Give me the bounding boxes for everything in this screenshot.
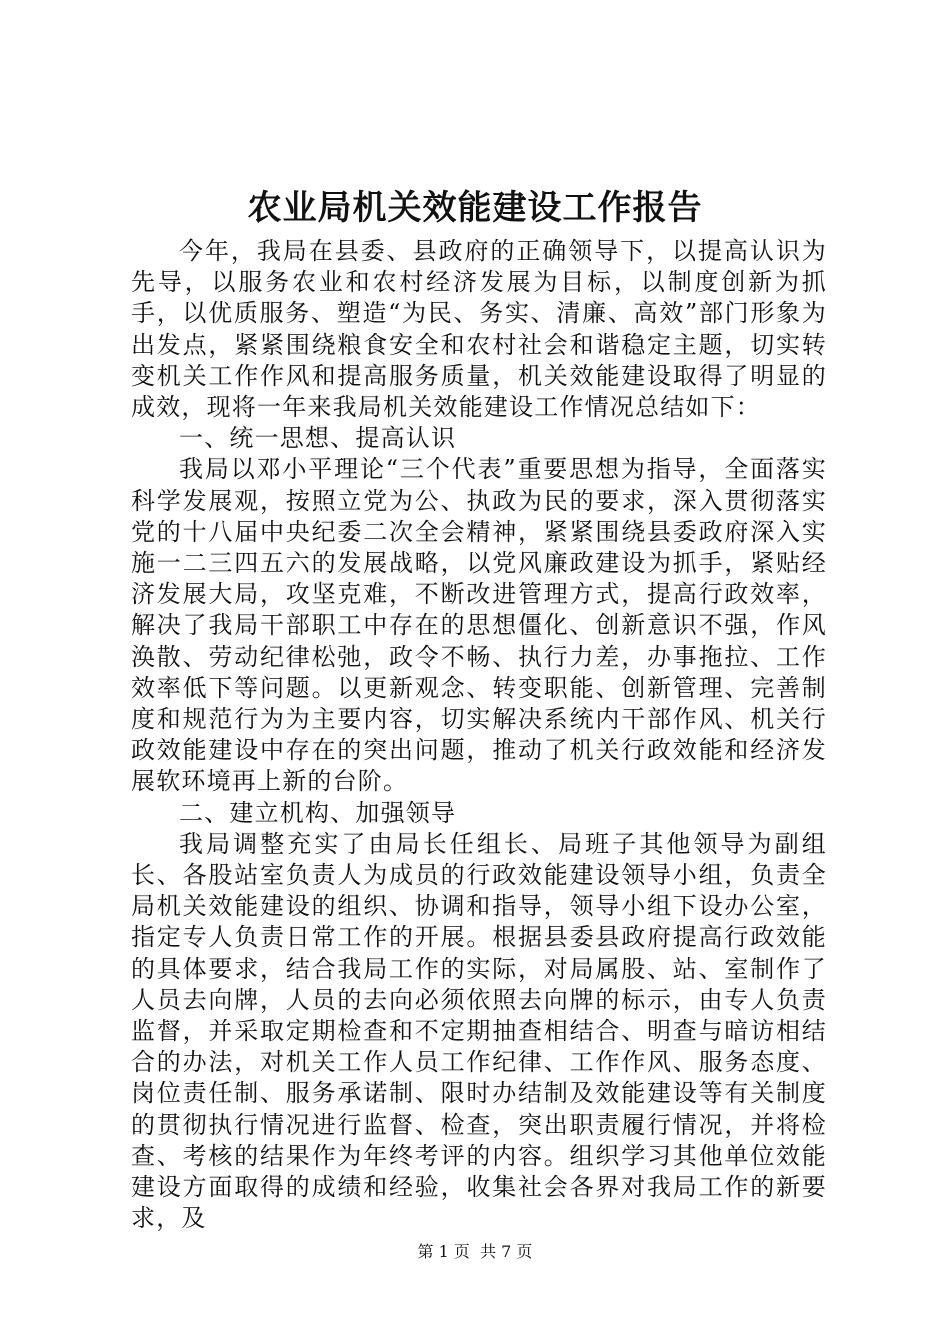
page-number: 第 1 页 共 7 页: [417, 1242, 533, 1261]
intro-paragraph: 今年，我局在县委、县政府的正确领导下，以提高认识为先导，以服务农业和农村经济发展为目标，以制度创新为抓手，以优质服务、塑造“为民、务实、清廉、高效”部门形象为出发点，紧紧围绕粮食安全和农村社会和谐稳定主题，切实转变机关工作作风和提高服务质量，机关效能建设取得了明显的成效，现将一年来我局机关效能建设工作情况总结如下：: [131, 237, 827, 422]
document-body: [131, 236, 827, 1235]
document-title: 农业局机关效能建设工作报告: [247, 188, 703, 228]
section-paragraph-2: 我局调整充实了由局长任组长、局班子其他领导为副组长、各股站室负责人为成员的行政效能建设领导小组，负责全局机关效能建设的组织、协调和指导，领导小组下设办公室，指定专人负责日常工作的开展。根据县委县政府提高行政效能的具体要求，结合我局工作的实际，对局属股、站、室制作了人员去向牌，人员的去向必须依照去向牌的标示，由专人负责监督，并采取定期检查和不定期抽查相结合、明查与暗访相结合的办法，对机关工作人员工作纪律、工作作风、服务态度、岗位责任制、服务承诺制、限时办结制及效能建设等有关制度的贯彻执行情况进行监督、检查，突出职责履行情况，并将检查、考核的结果作为年终考评的内容。组织学习其他单位效能建设方面取得的成绩和经验，收集社会各界对我局工作的新要求，及: [131, 829, 827, 1233]
section-paragraph-1: 我局以邓小平理论“三个代表”重要思想为指导，全面落实科学发展观，按照立党为公、执政为民的要求，深入贯彻落实党的十八届中央纪委二次全会精神，紧紧围绕县委政府深入实施一二三四五六的发展战略，以党风廉政建设为抓手，紧贴经济发展大局，攻坚克难，不断改进管理方式，提高行政效率，解决了我局干部职工中存在的思想僵化、创新意识不强，作风涣散、劳动纪律松弛，政令不畅、执行力差，办事拖拉、工作效率低下等问题。以更新观念、转变职能、创新管理、完善制度和规范行为为主要内容，切实解决系统内干部作风、机关行政效能建设中存在的突出问题，推动了机关行政效能和经济发展软环境再上新的台阶。: [131, 455, 827, 796]
page-footer: [0, 1242, 950, 1262]
section-heading-1: 一、统一思想、提高认识: [179, 424, 457, 453]
section-heading-2: 二、建立机构、加强领导: [179, 798, 457, 827]
